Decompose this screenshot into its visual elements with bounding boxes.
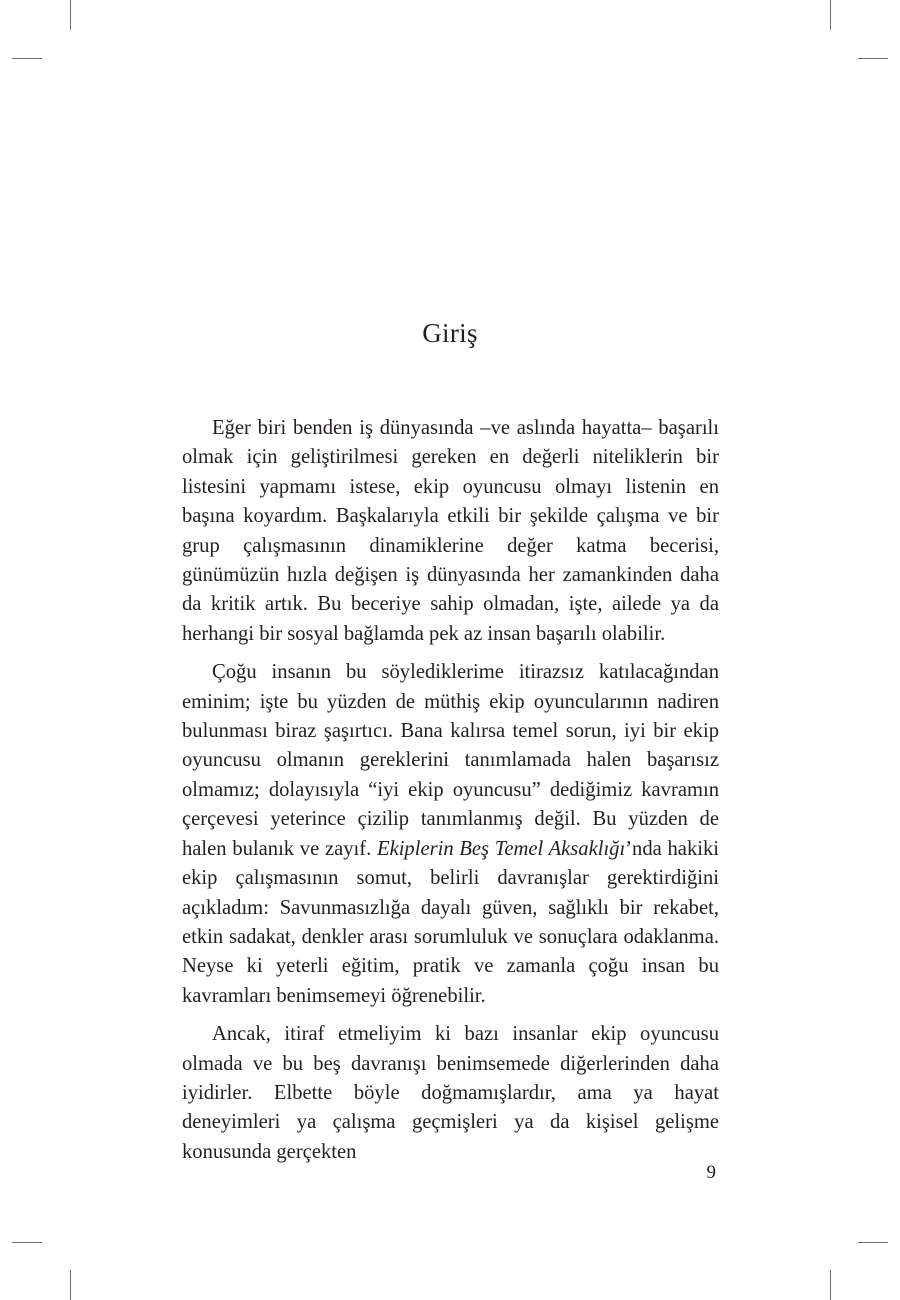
crop-mark-right-top	[858, 58, 888, 59]
paragraph-text: Ancak, itiraf etmeliyim ki bazı insanlar ekip oyuncusu olmada ve bu beş davranışı benimsemede diğerlerinden daha iyidirler. Elbette böyle doğmamışlardır, ama ya hayat deneyimleri ya çalışma geçmişleri ya da kişisel gelişme konusunda gerçekten	[182, 1023, 719, 1163]
chapter-title: Giriş	[422, 318, 478, 348]
paragraph-text: ’nda hakiki ekip çalışmasının somut, belirli davranışlar gerektirdiğini açıkladım: Savunmasızlığa dayalı güven, sağlıklı bir rekabet, etkin sadakat, denkler arası sorumluluk ve sonuçlara odaklanma. Neyse ki yeterli eğitim, pratik ve zamanla çoğu insan bu kavramları benimsemeyi öğrenebilir.	[182, 837, 719, 1007]
crop-mark-bottom-right	[830, 1270, 831, 1300]
paragraph-text: Eğer biri benden iş dünyasında –ve aslında hayatta– başarılı olmak için geliştirilmesi gereken en değerli niteliklerin bir listesini yapmamı istese, ekip oyuncusu olmayı listenin en başına koyardım. Başkalarıyla etkili bir şekilde çalışma ve bir grup çalışmasının dinamiklerine değer katma becerisi, günümüzün hızla değişen iş dünyasında her zamankinden daha da kritik artık. Bu beceriye sahip olmadan, işte, ailede ya da herhangi bir sosyal bağlamda pek az insan başarılı olabilir.	[182, 417, 719, 645]
paragraph-text: Çoğu insanın bu söylediklerime itirazsız katılacağından eminim; işte bu yüzden de müthiş ekip oyuncularının nadiren bulunması biraz şaşırtıcı. Bana kalırsa temel sorun, iyi bir ekip oyuncusu olmanın gereklerini tanımlamada halen başarısız olmamız; dolayısıyla “iyi ekip oyuncusu” dediğimiz kavramın çerçevesi yeterince çizilip tanımlanmış değil. Bu yüzden de halen bulanık ve zayıf.	[182, 661, 719, 860]
page-number: 9	[706, 1162, 716, 1183]
body-text	[182, 414, 719, 1176]
crop-mark-left-top	[12, 58, 42, 59]
crop-mark-top-right	[830, 0, 831, 30]
crop-mark-right-bottom	[858, 1242, 888, 1243]
paragraph-1	[182, 414, 719, 649]
book-title-reference: Ekiplerin Beş Temel Aksaklığı	[376, 837, 626, 860]
crop-mark-left-bottom	[12, 1242, 42, 1243]
paragraph-2	[182, 658, 719, 1011]
paragraph-3	[182, 1020, 719, 1167]
crop-mark-top-left	[70, 0, 71, 30]
crop-mark-bottom-left	[70, 1270, 71, 1300]
